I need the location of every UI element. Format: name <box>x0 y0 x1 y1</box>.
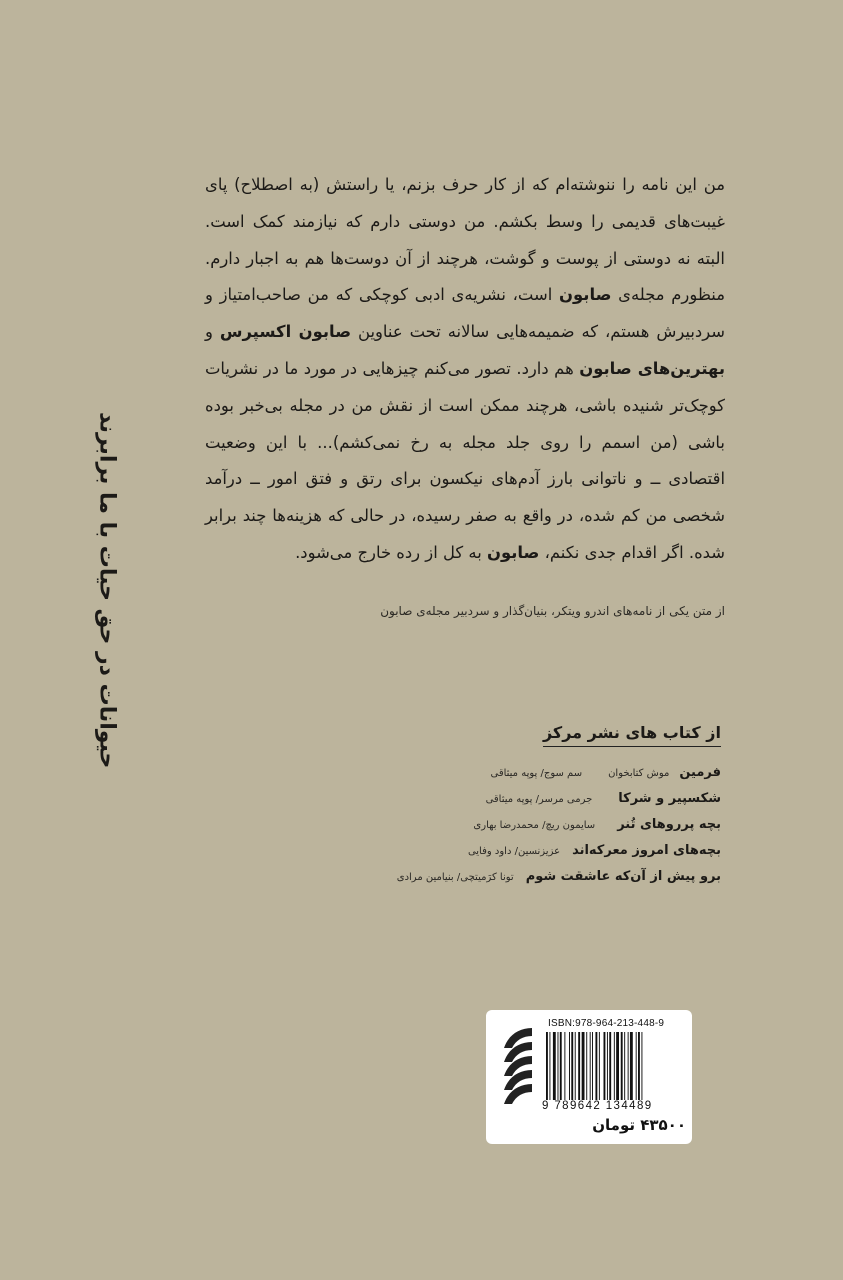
barcode-bar <box>586 1032 587 1100</box>
blurb-text: من این نامه را ننوشته‌ام که از کار حرف بزنم، یا راستش (به اصطلاح) پای غیبت‌های قدیمی را وسط بکشم. من دوستی دارم که نیازمند کمک است. البته نه دوستی از پوست و گوشت، هرچند از آن دوست‌ها هم به اجبار دارم. منظورم مجله‌ی <box>205 175 725 305</box>
book-list-item <box>241 765 721 791</box>
barcode-bar <box>641 1032 642 1100</box>
barcode-bar <box>558 1032 559 1100</box>
barcode-bar <box>624 1032 625 1100</box>
blurb-bold: صابون <box>559 285 612 305</box>
price: ۴۳۵۰۰ تومان <box>592 1116 686 1134</box>
barcode-bar <box>575 1032 576 1100</box>
blurb-text: هم دارد. تصور می‌کنم چیزهایی در مورد ما در نشریات کوچک‌تر شنیده باشی، هرچند ممکن است از نقش من در مجله بی‌خبر بوده باشی (من اسمم را روی جلد مجله به رخ نمی‌کشم)... با این وضعیت اقتصادی ــ و ناتوانی بارز آدم‌های نیکسون برای رتق و فتق امور ــ درآمد شخصی من کم شده، در واقع به صفر رسیده، در حالی که هزینه‌ها چند برابر شده. اگر اقدام جدی نکنم، <box>205 358 725 562</box>
book-title: شکسپیر و شرکا <box>618 791 721 806</box>
barcode-bar <box>560 1032 562 1100</box>
spine-title <box>84 411 130 769</box>
blurb-source: از متن یکی از نامه‌های اندرو ویتکر، بنیان‌گذار و سردبیر مجله‌ی صابون <box>380 604 725 618</box>
barcode-bar <box>638 1032 640 1100</box>
isbn-label: ISBN:978-964-213-448-9 <box>548 1018 665 1029</box>
book-list <box>241 765 721 895</box>
barcode-bar <box>636 1032 637 1100</box>
blurb-paragraph <box>205 167 725 572</box>
barcode-bar <box>595 1032 597 1100</box>
books-heading: از کتاب های نشر مرکز <box>543 723 721 747</box>
barcode-bar <box>604 1032 606 1100</box>
barcode-bar <box>614 1032 615 1100</box>
barcode-bar <box>621 1032 623 1100</box>
barcode-bar <box>571 1032 573 1100</box>
book-title: بچه‌های امروز معرکه‌اند <box>572 843 721 858</box>
back-cover-blurb <box>205 167 725 572</box>
blurb-bold: صابون <box>486 542 540 562</box>
blurb-bold: صابون اکسپرس <box>219 322 352 342</box>
barcode-bar <box>569 1032 570 1100</box>
book-title: فرمین <box>679 765 721 780</box>
barcode-bar <box>607 1032 608 1100</box>
blurb-text: به کل از رده خارج می‌شود. <box>295 542 487 562</box>
barcode-bar <box>616 1032 619 1100</box>
book-list-item <box>241 869 721 895</box>
isbn-box <box>486 1010 692 1144</box>
barcode-bar <box>549 1032 550 1100</box>
book-translator: سم سوج/ پوپه میثاقی <box>490 768 583 779</box>
book-author: جرمی مرسر/ پوپه میثاقی <box>485 794 593 805</box>
book-author: عزیزنسین/ داود وفایی <box>467 846 561 857</box>
book-title: بچه پرروهای تُنر <box>617 817 721 832</box>
barcode-digits: 9 789642 134489 <box>542 1100 653 1112</box>
blurb-bold: بهترین‌های صابون <box>579 358 725 378</box>
book-list-item <box>241 791 721 817</box>
book-author: موش کتابخوان <box>608 768 670 779</box>
barcode-bar <box>553 1032 556 1100</box>
barcode-bar <box>564 1032 565 1100</box>
barcode-bar <box>592 1032 593 1100</box>
barcode <box>544 1032 684 1100</box>
book-author: تونا کرَمیتچی/ بنیامین مرادی <box>396 872 514 883</box>
barcode-bar <box>590 1032 591 1100</box>
barcode-bar <box>582 1032 585 1100</box>
barcode-bar <box>599 1032 600 1100</box>
spine-title-text: حیوانات در حق حیات با ما برابرند <box>94 411 120 769</box>
barcode-bar <box>628 1032 629 1100</box>
barcode-bar <box>578 1032 580 1100</box>
book-list-item <box>241 843 721 869</box>
blurb-text: است، نشریه‌ی ادبی کوچکی که من صاحب‌امتیاز و سردبیرش هستم، که ضمیمه‌هایی سالانه تحت عناوین <box>205 285 725 342</box>
barcode-bar <box>609 1032 611 1100</box>
barcode-bar <box>630 1032 633 1100</box>
book-title: برو پیش از آن‌که عاشقت شوم <box>525 869 721 884</box>
book-author: سایمون ریچ/ محمدرضا بهاری <box>473 820 596 831</box>
blurb-text: و <box>205 322 220 342</box>
barcode-bar <box>546 1032 548 1100</box>
publisher-logo-icon <box>496 1024 534 1112</box>
book-list-item <box>241 817 721 843</box>
